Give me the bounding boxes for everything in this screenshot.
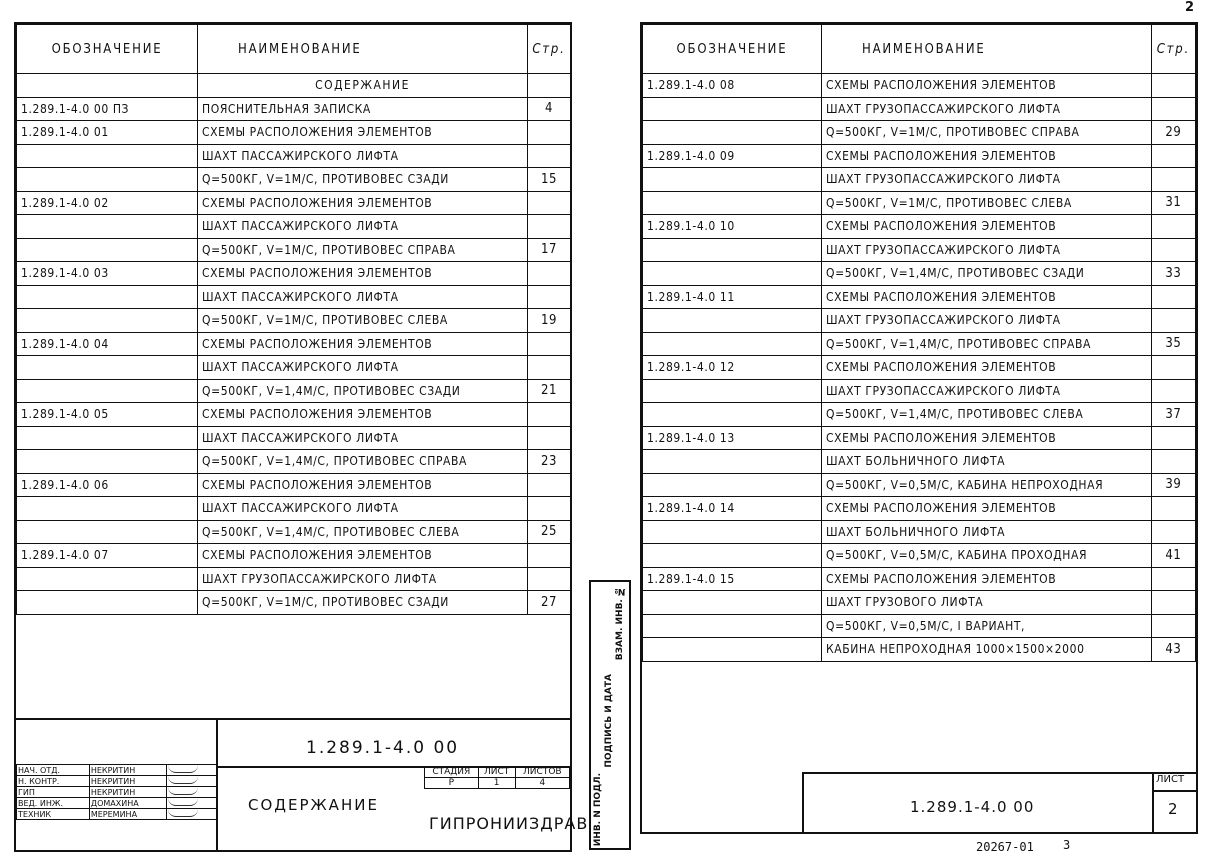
row-code — [17, 379, 198, 403]
row-page: 43 — [1151, 638, 1195, 662]
role-person: НЕКРИТИН — [89, 765, 166, 776]
subtitle-row — [17, 74, 571, 98]
row-name: ШАХТ ГРУЗОПАССАЖИРСКОГО ЛИФТА — [198, 567, 528, 591]
row-name: Q=500КГ, V=1,4М/С, ПРОТИВОВЕС СПРАВА — [198, 450, 528, 474]
row-name: СХЕМЫ РАСПОЛОЖЕНИЯ ЭЛЕМЕНТОВ — [821, 144, 1151, 168]
row-page — [1151, 591, 1195, 615]
row-page: 4 — [528, 97, 571, 121]
table-row — [17, 544, 571, 568]
row-page — [528, 191, 571, 215]
table-row — [17, 591, 571, 615]
row-code — [17, 168, 198, 192]
role-title: ТЕХНИК — [17, 809, 90, 820]
row-code: 1.289.1-4.0 03 — [17, 262, 198, 286]
header-name: НАИМЕНОВАНИЕ — [821, 25, 1151, 74]
table-row — [643, 332, 1196, 356]
table-row — [643, 144, 1196, 168]
table-row — [17, 473, 571, 497]
row-name: ШАХТ ПАССАЖИРСКОГО ЛИФТА — [198, 356, 528, 380]
row-name: ШАХТ ГРУЗОПАССАЖИРСКОГО ЛИФТА — [821, 238, 1151, 262]
table-row — [643, 638, 1196, 662]
row-page — [1151, 215, 1195, 239]
sheet-value: 1 — [478, 778, 515, 789]
row-name: ШАХТ ПАССАЖИРСКОГО ЛИФТА — [198, 285, 528, 309]
row-code — [17, 215, 198, 239]
margin-label-sign: ПОДПИСЬ И ДАТА — [604, 674, 614, 768]
row-page — [1151, 74, 1195, 98]
row-page — [528, 215, 571, 239]
stage-value: Р — [425, 778, 479, 789]
row-code — [643, 97, 822, 121]
table-row — [643, 591, 1196, 615]
margin-label-inv: ИНВ. N ПОДЛ. — [593, 772, 603, 846]
table-row — [643, 450, 1196, 474]
row-code — [17, 497, 198, 521]
row-page — [1151, 520, 1195, 544]
row-code — [643, 403, 822, 427]
row-code — [17, 356, 198, 380]
table-row — [643, 497, 1196, 521]
row-page — [1151, 567, 1195, 591]
table-row — [643, 520, 1196, 544]
sheet-label: ЛИСТ — [478, 767, 515, 778]
row-page — [528, 121, 571, 145]
table-row — [17, 97, 571, 121]
table-row — [643, 356, 1196, 380]
table-row — [643, 191, 1196, 215]
row-name: СХЕМЫ РАСПОЛОЖЕНИЯ ЭЛЕМЕНТОВ — [198, 332, 528, 356]
right-tb-divider — [1152, 772, 1154, 832]
table-row — [17, 379, 571, 403]
row-page: 41 — [1151, 544, 1195, 568]
row-name: Q=500КГ, V=1М/С, ПРОТИВОВЕС СЛЕВА — [821, 191, 1151, 215]
row-name: Q=500КГ, V=0,5М/С, КАБИНА НЕПРОХОДНАЯ — [821, 473, 1151, 497]
row-page — [1151, 285, 1195, 309]
row-name: СХЕМЫ РАСПОЛОЖЕНИЯ ЭЛЕМЕНТОВ — [198, 403, 528, 427]
table-row — [643, 238, 1196, 262]
row-page — [1151, 97, 1195, 121]
row-page — [1151, 450, 1195, 474]
row-name: Q=500КГ, V=1М/С, ПРОТИВОВЕС СЛЕВА — [198, 309, 528, 333]
role-person: МЕРЕМИНА — [89, 809, 166, 820]
row-page: 23 — [528, 450, 571, 474]
table-row — [17, 285, 571, 309]
row-code: 1.289.1-4.0 05 — [17, 403, 198, 427]
row-code: 1.289.1-4.0 01 — [17, 121, 198, 145]
stage-table — [424, 766, 570, 789]
row-page: 37 — [1151, 403, 1195, 427]
row-name: СХЕМЫ РАСПОЛОЖЕНИЯ ЭЛЕМЕНТОВ — [198, 544, 528, 568]
row-name: КАБИНА НЕПРОХОДНАЯ 1000×1500×2000 — [821, 638, 1151, 662]
row-page — [528, 473, 571, 497]
row-page — [528, 426, 571, 450]
row-code — [17, 144, 198, 168]
row-page — [528, 497, 571, 521]
table-row — [17, 262, 571, 286]
header-code: ОБОЗНАЧЕНИЕ — [17, 25, 198, 74]
row-page: 25 — [528, 520, 571, 544]
row-name: ШАХТ ПАССАЖИРСКОГО ЛИФТА — [198, 426, 528, 450]
row-page — [1151, 379, 1195, 403]
row-code — [17, 520, 198, 544]
row-code — [17, 285, 198, 309]
row-name: СХЕМЫ РАСПОЛОЖЕНИЯ ЭЛЕМЕНТОВ — [821, 74, 1151, 98]
margin-label-vzam: ВЗАМ. ИНВ. № — [615, 586, 625, 661]
row-code: 1.289.1-4.0 14 — [643, 497, 822, 521]
table-row — [643, 74, 1196, 98]
header-code: ОБОЗНАЧЕНИЕ — [643, 25, 822, 74]
row-code: 1.289.1-4.0 00 ПЗ — [17, 97, 198, 121]
role-title: Н. КОНТР. — [17, 776, 90, 787]
row-code — [17, 238, 198, 262]
row-name: ШАХТ ГРУЗОПАССАЖИРСКОГО ЛИФТА — [821, 168, 1151, 192]
row-name: ШАХТ ПАССАЖИРСКОГО ЛИФТА — [198, 144, 528, 168]
right-header-row — [643, 25, 1196, 74]
row-name: ПОЯСНИТЕЛЬНАЯ ЗАПИСКА — [198, 97, 528, 121]
table-row — [643, 309, 1196, 333]
table-row — [17, 450, 571, 474]
row-name: Q=500КГ, V=1М/С, ПРОТИВОВЕС СЗАДИ — [198, 591, 528, 615]
row-code: 1.289.1-4.0 02 — [17, 191, 198, 215]
row-code: 1.289.1-4.0 06 — [17, 473, 198, 497]
row-name: СХЕМЫ РАСПОЛОЖЕНИЯ ЭЛЕМЕНТОВ — [821, 426, 1151, 450]
row-name: Q=500КГ, V=1,4М/С, ПРОТИВОВЕС СЗАДИ — [198, 379, 528, 403]
row-code: 1.289.1-4.0 09 — [643, 144, 822, 168]
row-code — [17, 309, 198, 333]
table-row — [17, 121, 571, 145]
contents-subtitle: СОДЕРЖАНИЕ — [198, 74, 528, 98]
table-row — [17, 238, 571, 262]
row-name: СХЕМЫ РАСПОЛОЖЕНИЯ ЭЛЕМЕНТОВ — [821, 285, 1151, 309]
row-name: ШАХТ БОЛЬНИЧНОГО ЛИФТА — [821, 520, 1151, 544]
row-code — [643, 614, 822, 638]
right-sheet-number: 2 — [1168, 800, 1178, 818]
table-row — [643, 97, 1196, 121]
role-person: НЕКРИТИН — [89, 787, 166, 798]
table-row — [17, 426, 571, 450]
row-name: ШАХТ БОЛЬНИЧНОГО ЛИФТА — [821, 450, 1151, 474]
row-name: СХЕМЫ РАСПОЛОЖЕНИЯ ЭЛЕМЕНТОВ — [198, 191, 528, 215]
row-page — [528, 567, 571, 591]
left-sheet — [14, 22, 589, 852]
row-page — [1151, 614, 1195, 638]
row-code — [643, 262, 822, 286]
row-page — [528, 403, 571, 427]
role-title: НАЧ. ОТД. — [17, 765, 90, 776]
header-page: Стр. — [528, 25, 571, 74]
row-name: СХЕМЫ РАСПОЛОЖЕНИЯ ЭЛЕМЕНТОВ — [821, 497, 1151, 521]
row-page — [1151, 238, 1195, 262]
row-page: 27 — [528, 591, 571, 615]
row-code — [17, 567, 198, 591]
row-name: Q=500КГ, V=1,4М/С, ПРОТИВОВЕС СЗАДИ — [821, 262, 1151, 286]
row-page — [528, 332, 571, 356]
table-row — [643, 379, 1196, 403]
row-page — [1151, 356, 1195, 380]
row-name: СХЕМЫ РАСПОЛОЖЕНИЯ ЭЛЕМЕНТОВ — [198, 121, 528, 145]
left-doc-code: 1.289.1-4.0 00 — [306, 738, 460, 758]
row-code — [643, 238, 822, 262]
row-page — [1151, 426, 1195, 450]
table-row — [643, 614, 1196, 638]
row-code — [643, 638, 822, 662]
table-row — [643, 473, 1196, 497]
row-code — [643, 309, 822, 333]
header-page: Стр. — [1151, 25, 1195, 74]
row-name: Q=500КГ, V=1М/С, ПРОТИВОВЕС СПРАВА — [821, 121, 1151, 145]
sheets-value: 4 — [515, 778, 569, 789]
row-page: 21 — [528, 379, 571, 403]
row-name: ШАХТ ПАССАЖИРСКОГО ЛИФТА — [198, 215, 528, 239]
table-row — [17, 567, 571, 591]
row-code — [643, 168, 822, 192]
table-row — [17, 332, 571, 356]
row-code — [17, 450, 198, 474]
row-code — [643, 520, 822, 544]
table-row — [643, 403, 1196, 427]
table-row — [17, 144, 571, 168]
row-page: 15 — [528, 168, 571, 192]
left-doc-title: СОДЕРЖАНИЕ — [248, 796, 379, 814]
header-name: НАИМЕНОВАНИЕ — [198, 25, 528, 74]
row-page — [528, 262, 571, 286]
row-code — [643, 379, 822, 403]
row-page: 31 — [1151, 191, 1195, 215]
row-code — [643, 121, 822, 145]
row-code: 1.289.1-4.0 10 — [643, 215, 822, 239]
row-page: 17 — [528, 238, 571, 262]
row-page: 29 — [1151, 121, 1195, 145]
row-code: 1.289.1-4.0 07 — [17, 544, 198, 568]
role-person: НЕКРИТИН — [89, 776, 166, 787]
row-page — [528, 144, 571, 168]
margin-strip — [589, 580, 631, 850]
row-code — [643, 332, 822, 356]
right-sheet — [640, 22, 1198, 834]
row-page — [528, 356, 571, 380]
row-code: 1.289.1-4.0 13 — [643, 426, 822, 450]
table-row — [643, 215, 1196, 239]
row-code — [643, 473, 822, 497]
row-name: Q=500КГ, V=1М/С, ПРОТИВОВЕС СЗАДИ — [198, 168, 528, 192]
row-page: 19 — [528, 309, 571, 333]
row-page — [1151, 168, 1195, 192]
table-row — [17, 309, 571, 333]
row-code: 1.289.1-4.0 04 — [17, 332, 198, 356]
row-page: 35 — [1151, 332, 1195, 356]
row-code — [17, 591, 198, 615]
row-name: ШАХТ ГРУЗОПАССАЖИРСКОГО ЛИФТА — [821, 379, 1151, 403]
right-sheet-label: ЛИСТ — [1156, 774, 1185, 785]
row-name: Q=500КГ, V=1М/С, ПРОТИВОВЕС СПРАВА — [198, 238, 528, 262]
sheets-label: ЛИСТОВ — [515, 767, 569, 778]
table-row — [643, 426, 1196, 450]
row-code — [17, 426, 198, 450]
row-page — [1151, 144, 1195, 168]
page-number-top: 2 — [1185, 0, 1195, 15]
row-name: Q=500КГ, V=1,4М/С, ПРОТИВОВЕС СЛЕВА — [821, 403, 1151, 427]
row-page — [528, 285, 571, 309]
footer-number: 20267-01 — [976, 840, 1034, 854]
right-tb-hline — [1152, 790, 1196, 792]
table-row — [643, 567, 1196, 591]
row-name: СХЕМЫ РАСПОЛОЖЕНИЯ ЭЛЕМЕНТОВ — [821, 356, 1151, 380]
table-row — [643, 285, 1196, 309]
organization-name: ГИПРОНИИЗДРАВ — [429, 814, 589, 833]
row-name: ШАХТ ГРУЗОПАССАЖИРСКОГО ЛИФТА — [821, 309, 1151, 333]
row-name: СХЕМЫ РАСПОЛОЖЕНИЯ ЭЛЕМЕНТОВ — [198, 262, 528, 286]
stage-label: СТАДИЯ — [425, 767, 479, 778]
left-header-row — [17, 25, 571, 74]
row-page: 33 — [1151, 262, 1195, 286]
table-row — [17, 497, 571, 521]
row-page — [1151, 497, 1195, 521]
row-code — [643, 191, 822, 215]
row-name: СХЕМЫ РАСПОЛОЖЕНИЯ ЭЛЕМЕНТОВ — [198, 473, 528, 497]
row-code — [643, 544, 822, 568]
right-contents-table — [642, 24, 1196, 662]
role-title: ВЕД. ИНЖ. — [17, 798, 90, 809]
row-name: ШАХТ ГРУЗОПАССАЖИРСКОГО ЛИФТА — [821, 97, 1151, 121]
role-title: ГИП — [17, 787, 90, 798]
row-page: 39 — [1151, 473, 1195, 497]
row-code: 1.289.1-4.0 11 — [643, 285, 822, 309]
footer-number-2: 3 — [1063, 838, 1071, 852]
table-row — [17, 356, 571, 380]
row-code: 1.289.1-4.0 08 — [643, 74, 822, 98]
row-page — [528, 544, 571, 568]
table-row — [17, 403, 571, 427]
table-row — [643, 121, 1196, 145]
row-code — [643, 591, 822, 615]
table-row — [643, 168, 1196, 192]
row-name: Q=500КГ, V=0,5М/С, КАБИНА ПРОХОДНАЯ — [821, 544, 1151, 568]
row-name: СХЕМЫ РАСПОЛОЖЕНИЯ ЭЛЕМЕНТОВ — [821, 567, 1151, 591]
row-code — [643, 450, 822, 474]
table-row — [17, 191, 571, 215]
left-contents-table — [16, 24, 571, 615]
row-code: 1.289.1-4.0 12 — [643, 356, 822, 380]
table-row — [17, 168, 571, 192]
row-name: Q=500КГ, V=0,5М/С, I ВАРИАНТ, — [821, 614, 1151, 638]
table-row — [643, 262, 1196, 286]
role-person: ДОМАХИНА — [89, 798, 166, 809]
row-name: СХЕМЫ РАСПОЛОЖЕНИЯ ЭЛЕМЕНТОВ — [821, 215, 1151, 239]
row-name: Q=500КГ, V=1,4М/С, ПРОТИВОВЕС СЛЕВА — [198, 520, 528, 544]
table-row — [17, 215, 571, 239]
row-code: 1.289.1-4.0 15 — [643, 567, 822, 591]
table-row — [643, 544, 1196, 568]
row-page — [1151, 309, 1195, 333]
row-name: ШАХТ ГРУЗОВОГО ЛИФТА — [821, 591, 1151, 615]
row-name: Q=500КГ, V=1,4М/С, ПРОТИВОВЕС СПРАВА — [821, 332, 1151, 356]
row-name: ШАХТ ПАССАЖИРСКОГО ЛИФТА — [198, 497, 528, 521]
table-row — [17, 520, 571, 544]
right-doc-code: 1.289.1-4.0 00 — [910, 798, 1035, 816]
title-block-divider — [216, 718, 218, 850]
